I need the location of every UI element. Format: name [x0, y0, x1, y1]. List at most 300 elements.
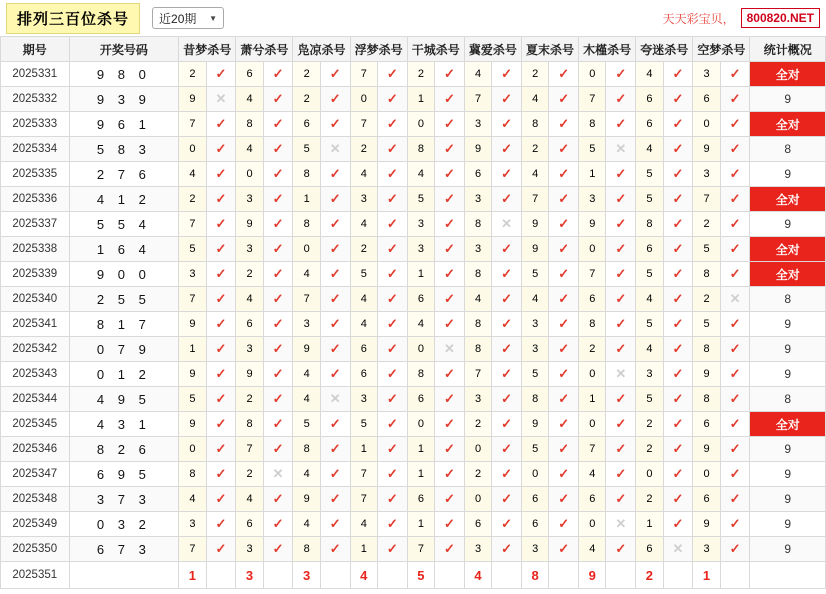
table-row	[1, 237, 826, 262]
cell-kill-number: 4	[293, 262, 320, 287]
cell-open-number: 9 3 9	[69, 87, 179, 112]
cell-kill-number: 4	[636, 62, 663, 87]
cell-kill-number: 1	[636, 512, 663, 537]
check-icon: ✓	[663, 187, 693, 212]
cell-kill-number: 9	[179, 362, 206, 387]
check-icon: ✓	[549, 462, 579, 487]
current-kill-number: 3	[236, 562, 263, 589]
cell-kill-number: 7	[350, 112, 377, 137]
cell-period: 2025342	[1, 337, 70, 362]
cell-period: 2025335	[1, 162, 70, 187]
check-icon: ✓	[549, 262, 579, 287]
current-kill-spacer	[492, 562, 522, 589]
cell-open-number: 8 2 6	[69, 437, 179, 462]
check-icon: ✓	[720, 262, 750, 287]
check-icon: ✓	[720, 137, 750, 162]
cell-kill-number: 6	[407, 387, 434, 412]
cell-stat: 9	[750, 437, 826, 462]
cell-kill-number: 9	[293, 487, 320, 512]
check-icon: ✓	[263, 362, 293, 387]
cell-kill-number: 9	[521, 412, 548, 437]
cell-kill-number: 4	[636, 287, 663, 312]
check-icon: ✓	[720, 312, 750, 337]
cell-kill-number: 7	[407, 537, 434, 562]
cell-open-number: 0 3 2	[69, 512, 179, 537]
cell-kill-number: 8	[579, 112, 606, 137]
chevron-down-icon: ▼	[209, 13, 218, 23]
current-kill-number: 2	[636, 562, 663, 589]
check-icon: ✓	[606, 62, 636, 87]
check-icon: ✓	[435, 412, 465, 437]
check-icon: ✓	[549, 362, 579, 387]
cell-kill-number: 4	[407, 312, 434, 337]
cell-kill-number: 3	[464, 237, 491, 262]
cell-kill-number: 3	[521, 337, 548, 362]
cell-kill-number: 3	[350, 387, 377, 412]
check-icon: ✓	[549, 62, 579, 87]
cell-kill-number: 4	[293, 387, 320, 412]
cross-icon: ✕	[606, 512, 636, 537]
check-icon: ✓	[663, 137, 693, 162]
cell-kill-number: 4	[521, 287, 548, 312]
check-icon: ✓	[492, 237, 522, 262]
cell-kill-number: 8	[636, 212, 663, 237]
check-icon: ✓	[606, 187, 636, 212]
cell-kill-number: 3	[179, 262, 206, 287]
cell-period: 2025347	[1, 462, 70, 487]
cell-kill-number: 4	[636, 337, 663, 362]
cell-open-number: 4 3 1	[69, 412, 179, 437]
check-icon: ✓	[720, 162, 750, 187]
check-icon: ✓	[263, 387, 293, 412]
check-icon: ✓	[720, 437, 750, 462]
cell-kill-number: 6	[579, 487, 606, 512]
check-icon: ✓	[435, 212, 465, 237]
current-kill-spacer	[606, 562, 636, 589]
cell-kill-number: 5	[293, 412, 320, 437]
cell-kill-number: 6	[350, 362, 377, 387]
cell-kill-number: 6	[407, 487, 434, 512]
cell-kill-number: 3	[521, 537, 548, 562]
cell-open-number: 4 9 5	[69, 387, 179, 412]
cell-kill-number: 8	[521, 112, 548, 137]
cell-kill-number: 3	[464, 112, 491, 137]
cell-open-number: 6 7 3	[69, 537, 179, 562]
cell-kill-number: 7	[350, 62, 377, 87]
cell-open-number: 2 7 6	[69, 162, 179, 187]
cell-kill-number: 3	[636, 362, 663, 387]
check-icon: ✓	[492, 437, 522, 462]
check-icon: ✓	[206, 462, 236, 487]
check-icon: ✓	[492, 487, 522, 512]
cell-kill-number: 0	[579, 512, 606, 537]
check-icon: ✓	[549, 487, 579, 512]
cell-kill-number: 1	[579, 387, 606, 412]
cross-icon: ✕	[435, 337, 465, 362]
cell-open-number: 6 9 5	[69, 462, 179, 487]
check-icon: ✓	[263, 262, 293, 287]
cell-kill-number: 6	[464, 512, 491, 537]
check-icon: ✓	[206, 137, 236, 162]
col-header-kill-4: 干城杀号	[407, 37, 464, 62]
check-icon: ✓	[606, 437, 636, 462]
cell-kill-number: 7	[293, 287, 320, 312]
cell-stat: 全对	[750, 62, 826, 87]
check-icon: ✓	[435, 87, 465, 112]
check-icon: ✓	[549, 537, 579, 562]
check-icon: ✓	[263, 337, 293, 362]
cell-stat: 全对	[750, 112, 826, 137]
check-icon: ✓	[492, 62, 522, 87]
cell-kill-number: 4	[407, 162, 434, 187]
col-header-kill-1: 萧兮杀号	[236, 37, 293, 62]
kill-number-table	[0, 36, 826, 589]
period-filter-select[interactable]	[152, 7, 224, 29]
check-icon: ✓	[606, 412, 636, 437]
check-icon: ✓	[263, 87, 293, 112]
cell-kill-number: 4	[293, 462, 320, 487]
check-icon: ✓	[263, 437, 293, 462]
cell-kill-number: 7	[236, 437, 263, 462]
check-icon: ✓	[377, 337, 407, 362]
cell-period: 2025336	[1, 187, 70, 212]
check-icon: ✓	[720, 387, 750, 412]
col-header-kill-9: 空梦杀号	[693, 37, 750, 62]
check-icon: ✓	[549, 337, 579, 362]
cell-kill-number: 0	[693, 462, 720, 487]
cell-kill-number: 6	[579, 287, 606, 312]
cell-kill-number: 2	[464, 462, 491, 487]
cell-period: 2025337	[1, 212, 70, 237]
col-header-kill-0: 昔梦杀号	[179, 37, 236, 62]
check-icon: ✓	[263, 112, 293, 137]
check-icon: ✓	[663, 362, 693, 387]
cell-kill-number: 9	[464, 137, 491, 162]
check-icon: ✓	[263, 487, 293, 512]
current-kill-number: 1	[179, 562, 206, 589]
cell-kill-number: 4	[636, 137, 663, 162]
cell-open-number: 5 8 3	[69, 137, 179, 162]
check-icon: ✓	[377, 362, 407, 387]
check-icon: ✓	[206, 362, 236, 387]
check-icon: ✓	[492, 87, 522, 112]
header-row	[1, 37, 826, 62]
cell-kill-number: 4	[350, 162, 377, 187]
table-row	[1, 62, 826, 87]
check-icon: ✓	[663, 412, 693, 437]
check-icon: ✓	[549, 212, 579, 237]
cell-kill-number: 7	[179, 287, 206, 312]
check-icon: ✓	[320, 437, 350, 462]
check-icon: ✓	[606, 312, 636, 337]
current-period-label: 当前期杀号	[69, 562, 179, 589]
col-header-kill-2: 凫凉杀号	[293, 37, 350, 62]
check-icon: ✓	[320, 112, 350, 137]
check-icon: ✓	[492, 462, 522, 487]
cell-kill-number: 2	[693, 287, 720, 312]
check-icon: ✓	[606, 112, 636, 137]
check-icon: ✓	[263, 287, 293, 312]
cell-kill-number: 7	[579, 437, 606, 462]
cell-stat: 9	[750, 512, 826, 537]
cell-stat: 全对	[750, 262, 826, 287]
cell-kill-number: 9	[293, 337, 320, 362]
check-icon: ✓	[720, 112, 750, 137]
check-icon: ✓	[206, 162, 236, 187]
check-icon: ✓	[206, 437, 236, 462]
cell-open-number: 9 8 0	[69, 62, 179, 87]
check-icon: ✓	[377, 462, 407, 487]
cell-stat: 9	[750, 487, 826, 512]
check-icon: ✓	[435, 487, 465, 512]
cell-kill-number: 5	[179, 237, 206, 262]
cross-icon: ✕	[263, 462, 293, 487]
cell-kill-number: 2	[636, 437, 663, 462]
cell-kill-number: 6	[236, 312, 263, 337]
cell-kill-number: 4	[579, 537, 606, 562]
cell-kill-number: 6	[693, 87, 720, 112]
check-icon: ✓	[720, 487, 750, 512]
brand-site-badge: 800820.NET	[741, 8, 820, 28]
check-icon: ✓	[492, 162, 522, 187]
check-icon: ✓	[492, 312, 522, 337]
check-icon: ✓	[663, 112, 693, 137]
check-icon: ✓	[720, 237, 750, 262]
cell-kill-number: 6	[236, 62, 263, 87]
check-icon: ✓	[320, 537, 350, 562]
cell-kill-number: 5	[521, 262, 548, 287]
check-icon: ✓	[263, 162, 293, 187]
cell-kill-number: 8	[236, 412, 263, 437]
cell-stat: 8	[750, 137, 826, 162]
cell-kill-number: 9	[693, 137, 720, 162]
cell-kill-number: 7	[350, 462, 377, 487]
check-icon: ✓	[663, 337, 693, 362]
cell-kill-number: 1	[407, 512, 434, 537]
current-kill-number: 4	[350, 562, 377, 589]
check-icon: ✓	[206, 512, 236, 537]
cell-stat: 全对	[750, 237, 826, 262]
cell-kill-number: 3	[179, 512, 206, 537]
cell-kill-number: 5	[350, 412, 377, 437]
check-icon: ✓	[377, 487, 407, 512]
check-icon: ✓	[663, 287, 693, 312]
check-icon: ✓	[435, 137, 465, 162]
cell-period: 2025345	[1, 412, 70, 437]
page-title: 排列三百位杀号	[6, 3, 140, 34]
cell-kill-number: 2	[693, 212, 720, 237]
check-icon: ✓	[663, 387, 693, 412]
check-icon: ✓	[435, 112, 465, 137]
check-icon: ✓	[320, 212, 350, 237]
cross-icon: ✕	[492, 212, 522, 237]
cell-kill-number: 3	[236, 187, 263, 212]
check-icon: ✓	[320, 362, 350, 387]
check-icon: ✓	[663, 87, 693, 112]
cell-kill-number: 1	[179, 337, 206, 362]
cell-stat: 9	[750, 362, 826, 387]
cell-kill-number: 5	[579, 137, 606, 162]
table-row	[1, 487, 826, 512]
cell-kill-number: 1	[350, 537, 377, 562]
check-icon: ✓	[606, 287, 636, 312]
check-icon: ✓	[492, 287, 522, 312]
cell-period: 2025348	[1, 487, 70, 512]
cell-open-number: 9 0 0	[69, 262, 179, 287]
cell-open-number: 9 6 1	[69, 112, 179, 137]
table-row	[1, 512, 826, 537]
cell-kill-number: 8	[464, 212, 491, 237]
check-icon: ✓	[720, 537, 750, 562]
cell-kill-number: 0	[464, 437, 491, 462]
cross-icon: ✕	[720, 287, 750, 312]
cell-kill-number: 6	[636, 537, 663, 562]
cell-open-number: 2 5 5	[69, 287, 179, 312]
cell-kill-number: 3	[464, 537, 491, 562]
cell-kill-number: 0	[350, 87, 377, 112]
cell-kill-number: 4	[521, 162, 548, 187]
check-icon: ✓	[377, 512, 407, 537]
check-icon: ✓	[435, 462, 465, 487]
cell-kill-number: 8	[293, 537, 320, 562]
cell-kill-number: 5	[636, 387, 663, 412]
check-icon: ✓	[549, 387, 579, 412]
check-icon: ✓	[263, 537, 293, 562]
check-icon: ✓	[549, 412, 579, 437]
cell-stat: 8	[750, 387, 826, 412]
check-icon: ✓	[435, 537, 465, 562]
cell-kill-number: 4	[350, 212, 377, 237]
cell-kill-number: 8	[293, 162, 320, 187]
cell-period: 2025344	[1, 387, 70, 412]
check-icon: ✓	[720, 412, 750, 437]
cell-kill-number: 7	[179, 537, 206, 562]
check-icon: ✓	[606, 262, 636, 287]
check-icon: ✓	[263, 512, 293, 537]
check-icon: ✓	[663, 437, 693, 462]
check-icon: ✓	[377, 387, 407, 412]
table-row	[1, 362, 826, 387]
cell-kill-number: 8	[693, 387, 720, 412]
check-icon: ✓	[263, 62, 293, 87]
cell-kill-number: 2	[636, 487, 663, 512]
cell-kill-number: 4	[236, 137, 263, 162]
table-body	[1, 62, 826, 589]
cell-kill-number: 7	[350, 487, 377, 512]
current-kill-number: 4	[464, 562, 491, 589]
check-icon: ✓	[549, 162, 579, 187]
col-header-kill-8: 夸迷杀号	[636, 37, 693, 62]
check-icon: ✓	[492, 362, 522, 387]
cell-kill-number: 5	[636, 162, 663, 187]
cell-kill-number: 3	[407, 212, 434, 237]
check-icon: ✓	[320, 87, 350, 112]
check-icon: ✓	[492, 262, 522, 287]
cell-kill-number: 9	[236, 212, 263, 237]
check-icon: ✓	[492, 337, 522, 362]
cell-open-number: 1 6 4	[69, 237, 179, 262]
cell-kill-number: 6	[636, 237, 663, 262]
cell-kill-number: 0	[521, 462, 548, 487]
cell-kill-number: 2	[236, 262, 263, 287]
cell-kill-number: 2	[179, 62, 206, 87]
cell-open-number: 8 1 7	[69, 312, 179, 337]
cell-kill-number: 2	[350, 237, 377, 262]
cell-kill-number: 0	[407, 112, 434, 137]
brand-label: 天天彩宝贝，	[662, 11, 735, 26]
check-icon: ✓	[377, 287, 407, 312]
current-kill-spacer	[549, 562, 579, 589]
check-icon: ✓	[435, 387, 465, 412]
cell-kill-number: 0	[579, 237, 606, 262]
cell-kill-number: 4	[464, 287, 491, 312]
cell-kill-number: 5	[636, 187, 663, 212]
cell-kill-number: 8	[464, 337, 491, 362]
table-row	[1, 412, 826, 437]
cell-kill-number: 5	[293, 137, 320, 162]
current-kill-spacer	[720, 562, 750, 589]
cell-kill-number: 8	[293, 212, 320, 237]
cell-kill-number: 6	[350, 337, 377, 362]
cell-kill-number: 3	[236, 537, 263, 562]
check-icon: ✓	[206, 112, 236, 137]
cell-kill-number: 1	[407, 262, 434, 287]
table-row	[1, 162, 826, 187]
check-icon: ✓	[549, 87, 579, 112]
check-icon: ✓	[377, 87, 407, 112]
cell-kill-number: 8	[179, 462, 206, 487]
cell-kill-number: 6	[521, 512, 548, 537]
cell-kill-number: 3	[407, 237, 434, 262]
cell-kill-number: 7	[579, 262, 606, 287]
cross-icon: ✕	[606, 362, 636, 387]
cell-kill-number: 6	[407, 287, 434, 312]
check-icon: ✓	[663, 62, 693, 87]
cell-kill-number: 4	[350, 287, 377, 312]
check-icon: ✓	[377, 412, 407, 437]
cell-kill-number: 5	[636, 312, 663, 337]
cell-stat: 全对	[750, 412, 826, 437]
check-icon: ✓	[377, 237, 407, 262]
cell-kill-number: 8	[464, 262, 491, 287]
table-row	[1, 87, 826, 112]
check-icon: ✓	[206, 412, 236, 437]
check-icon: ✓	[206, 312, 236, 337]
cell-kill-number: 4	[464, 62, 491, 87]
cell-open-number: 5 5 4	[69, 212, 179, 237]
check-icon: ✓	[320, 312, 350, 337]
cell-period: 2025343	[1, 362, 70, 387]
cell-kill-number: 8	[293, 437, 320, 462]
check-icon: ✓	[435, 237, 465, 262]
cell-period: 2025332	[1, 87, 70, 112]
current-kill-number: 1	[693, 562, 720, 589]
check-icon: ✓	[720, 212, 750, 237]
check-icon: ✓	[377, 537, 407, 562]
check-icon: ✓	[549, 437, 579, 462]
current-kill-spacer	[263, 562, 293, 589]
cell-kill-number: 2	[521, 62, 548, 87]
cell-kill-number: 4	[521, 87, 548, 112]
cell-kill-number: 6	[521, 487, 548, 512]
check-icon: ✓	[663, 512, 693, 537]
cell-open-number: 3 7 3	[69, 487, 179, 512]
cell-kill-number: 0	[579, 412, 606, 437]
check-icon: ✓	[492, 512, 522, 537]
check-icon: ✓	[263, 137, 293, 162]
col-header-kill-3: 浮梦杀号	[350, 37, 407, 62]
check-icon: ✓	[492, 187, 522, 212]
